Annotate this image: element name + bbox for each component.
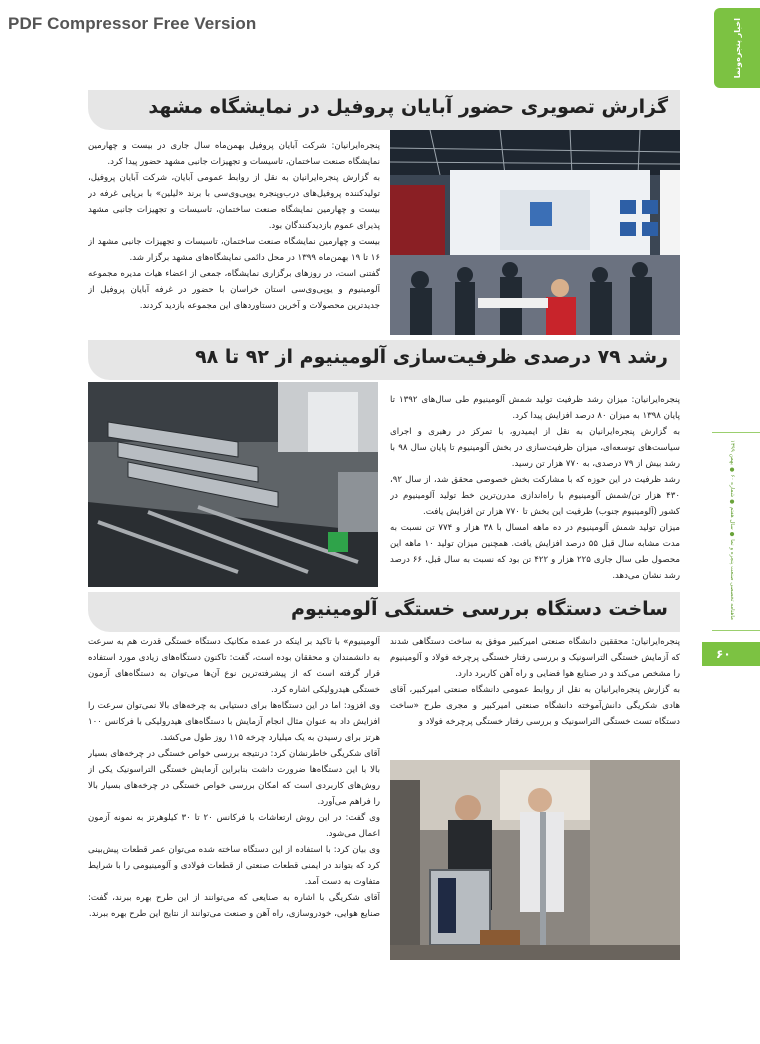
- paragraph: میزان تولید شمش آلومینیوم در ده ماهه امسال با ۳۸ هزار و ۷۷۴ تن نسبت به مدت مشابه سال قبل ۵۵ درصد افزایش یافت. همچنین میزان تولید ۱۰ ماهه این محصول طی سال جاری ۲۲۵ هزار و ۴۲۲ تن بود که نسبت به سال قبل، ۶۶ درصد رشد نشان می‌دهد.: [390, 523, 680, 581]
- paragraph: بیست و چهارمین نمایشگاه صنعت ساختمان، تاسیسات و تجهیزات جانبی مشهد از ۱۶ تا ۱۹ بهمن‌ماه ۱۳۹۹ در محل دائمی نمایشگاه‌های مشهد برگزار شد.: [88, 237, 380, 263]
- exhibition-booth-photo: [390, 130, 680, 335]
- paragraph: گفتنی است، در روزهای برگزاری نمایشگاه، جمعی از اعضاء هیات مدیره مجموعه آلومینیوم و یوپی‌وی‌سی استان خراسان با حضور در غرفه آبایان پروفیل از جدیدترین محصولات و آخرین دستاوردهای این مجموعه بازدید کردند.: [88, 269, 380, 311]
- paragraph: به گزارش پنجره‌ایرانیان به نقل از روابط عمومی دانشگاه صنعتی امیرکبیر، آقای هادی شکریگی دانش‌آموخته دانشگاه صنعتی امیرکبیر و مجری طرح «ساخت دستگاه تست خستگی التراسونیک و بررسی رفتار خستگی پرچرخه فولاد و: [390, 685, 680, 727]
- side-strip-text: ماهنامه تخصصی صنعت پنجره و نما ● سال هفتم ● شماره ۶۰ ● بهمن ۱۳۹۹: [729, 440, 735, 620]
- paragraph: به گزارش پنجره‌ایرانیان به نقل از روابط عمومی آبایان، شرکت آبایان پروفیل، تولیدکننده پروفیل‌های درب‌وپنجره یوپی‌وی‌سی با برند «لیلین» با برپایی غرفه در بیست و چهارمین نمایشگاه صنعت ساختمان، تاسیسات و تجهیزات جانبی مشهد پذیرای عموم بازدیدکنندگان بود.: [88, 173, 380, 231]
- paragraph: پنجره‌ایرانیان: محققین دانشگاه صنعتی امیرکبیر موفق به ساخت دستگاهی شدند که آزمایش خستگی التراسونیک و بررسی رفتار خستگی پرچرخه فولاد و آلومینیوم را مشخص می‌کند و در صنایع هوا فضایی و راه آهن کاربرد دارد.: [390, 637, 680, 679]
- article-3-title: ساخت دستگاه بررسی خستگی آلومینیوم: [291, 598, 668, 620]
- article-2-header: [88, 340, 680, 380]
- section-tab-label: اخبار پنجره‌ونما: [732, 17, 742, 79]
- article-1-title: گزارش تصویری حضور آبایان پروفیل در نمایشگاه مشهد: [148, 96, 668, 118]
- paragraph: آلومینیوم» با تاکید بر اینکه در عمده مکانیک دستگاه خستگی قدرت هم به سرعت به دانشمندان و محققان بوده است، گفت: تاکنون دستگاه‌های زیادی مورد استفاده قرار گرفته است که از پیشرفته‌ترین نوع آن‌ها می‌توان به دستگاه‌های آزمون خستگی هیدرولیکی اشاره کرد.: [88, 637, 380, 695]
- watermark: PDF Compressor Free Version: [8, 14, 257, 33]
- paragraph: وی افزود: اما در این دستگاه‌ها برای دستیابی به چرخه‌های بالا نمی‌توان سرعت را افزایش داد به عنوان مثال انجام آزمایش با دستگاه‌های هیدرولیکی با فرکانس ۱۰۰ هرتز برای رسیدن به یک میلیارد چرخه ۱۱۵ روز طول می‌کشد.: [88, 701, 380, 743]
- page-number: ۶۰: [702, 642, 760, 666]
- paragraph: پنجره‌ایرانیان: شرکت آبایان پروفیل بهمن‌ماه سال جاری در بیست و چهارمین نمایشگاه صنعت ساختمان، تاسیسات و تجهیزات جانبی مشهد حضور پیدا کرد.: [88, 141, 380, 167]
- article-3-header: [88, 592, 680, 632]
- side-strip: [726, 430, 738, 630]
- article-1-header: [88, 90, 680, 130]
- article-3-body-right: [390, 634, 680, 752]
- aluminum-production-photo: [88, 382, 378, 587]
- paragraph: رشد ظرفیت در این حوزه که با مشارکت بخش خصوصی محقق شد، از سال ۹۲، ۴۳۰ هزار تن/شمش آلومینیوم با راه‌اندازی مدرن‌ترین خط تولید آلومینیوم در کشور (آلومینیوم جنوب) ظرفیت این بخش تا ۷۷۰ هزار تن افزایش یافت.: [390, 475, 680, 517]
- article-1-body: [88, 138, 380, 338]
- side-divider: [712, 630, 760, 631]
- paragraph: وی بیان کرد: با استفاده از این دستگاه ساخته شده می‌توان عمر قطعات پیش‌بینی کرد که بتواند در ایمنی قطعات صنعتی از قطعات فولادی و آلومینیومی را با شرایط متفاوت به دست آمد.: [88, 845, 380, 887]
- article-2-body: [390, 392, 680, 592]
- paragraph: پنجره‌ایرانیان: میزان رشد ظرفیت تولید شمش آلومینیوم طی سال‌های ۱۳۹۲ تا پایان ۱۳۹۸ به میزان ۸۰ درصد افزایش پیدا کرد.: [390, 395, 680, 421]
- fatigue-machine-photo: [390, 760, 680, 960]
- article-3-body-left: [88, 634, 380, 959]
- paragraph: آقای شکریگی خاطرنشان کرد: درنتیجه بررسی خواص خستگی در چرخه‌های بسیار بالا با این دستگاه‌ها ضرورت داشت بنابراین آزمایش خستگی التراسونیک یکی از روش‌های کاربردی است که امکان بررسی خواص خستگی در چرخه‌های بسیار بالا را فراهم می‌آورد.: [88, 749, 380, 807]
- paragraph: به گزارش پنجره‌ایرانیان به نقل از ایمیدرو، با تمرکز در رهبری و اجرای سیاست‌های توسعه‌ای، میزان ظرفیت‌سازی در بخش آلومینیوم تا پایان سال ۹۸ با رشد بیش از ۷۹ درصدی، به ۷۷۰ هزار تن رسید.: [390, 427, 680, 469]
- section-tab: [714, 8, 760, 88]
- paragraph: وی گفت: در این روش ارتعاشات با فرکانس ۲۰ تا ۳۰ کیلوهرتز به نمونه آزمون اعمال می‌شود.: [88, 813, 380, 839]
- article-2-title: رشد ۷۹ درصدی ظرفیت‌سازی آلومینیوم از ۹۲ تا ۹۸: [195, 346, 668, 368]
- paragraph: آقای شکریگی با اشاره به صنایعی که می‌توانند از این طرح بهره ببرند، گفت: صنایع هوایی، خودروسازی، راه آهن و صنعت می‌توانند از نتایج این طرح بهره ببرند.: [88, 893, 380, 919]
